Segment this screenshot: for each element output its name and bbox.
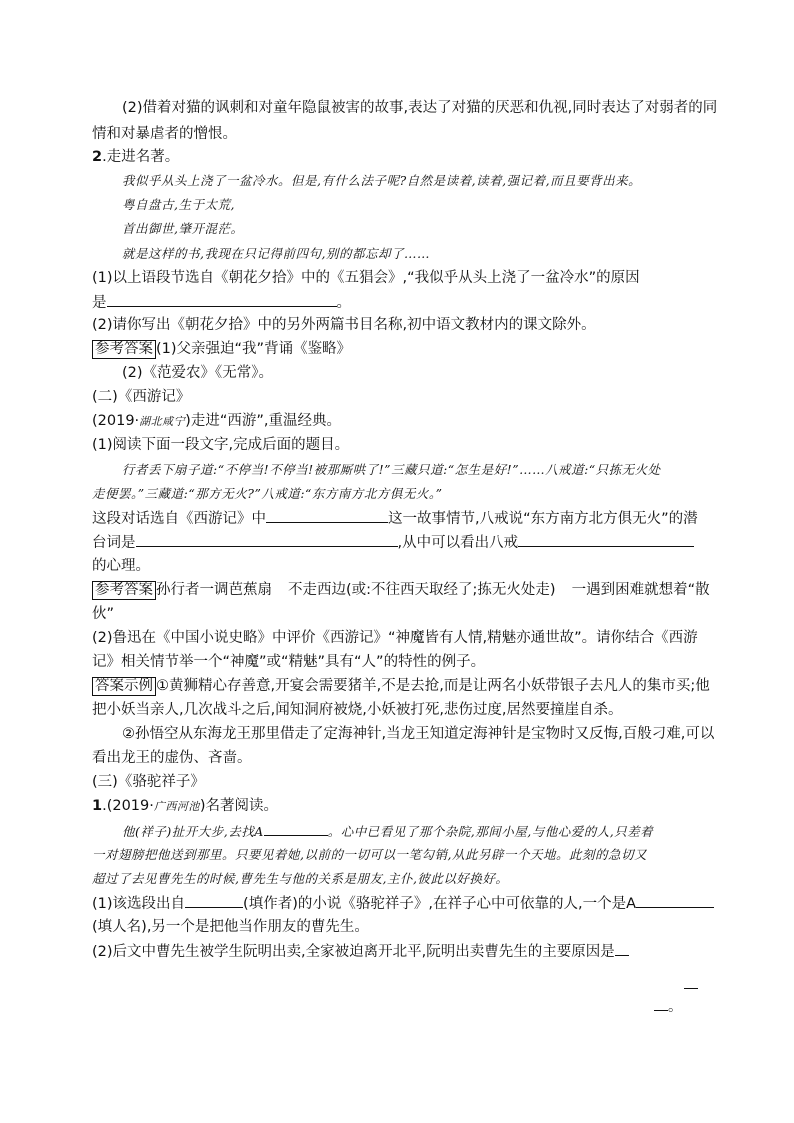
source-suffix: )名著阅读。 — [199, 798, 279, 814]
answer-blank — [518, 532, 694, 547]
question-2-heading — [92, 147, 179, 167]
reference-answer-label: 参考答案 — [92, 581, 156, 600]
xiyouji-question-2-line2: 记》相关情节举一个“神魔”或“精魅”具有“人”的特性的例子。 — [92, 654, 486, 670]
answer-blank-continued — [684, 974, 698, 989]
question-text: (填作者)的小说《骆驼祥子》,在祥子心中可依靠的人,一个是A — [243, 896, 636, 912]
luotuo-question-2 — [92, 941, 629, 962]
answer-blank — [636, 893, 714, 908]
passage-line: 超过了去见曹先生的时候,曹先生与他的关系是朋友,主仆,彼此以好换好。 — [92, 871, 509, 886]
passage-line: 我似乎从头上浇了一盆冷水。但是,有什么法子呢?自然是读着,读着,强记着,而且要背出来。 — [122, 173, 642, 188]
reference-answer-text: (1)父亲强迫“我”背诵《鉴略》 — [156, 341, 352, 357]
passage-text: 。心中已看见了那个杂院,那间小屋,与他心爱的人,只差着 — [327, 824, 654, 839]
xiyouji-fill-line1 — [92, 508, 698, 529]
question-2-1-line2 — [92, 292, 351, 313]
answer-blank — [654, 996, 668, 1011]
section-2-title: (二)《西游记》 — [92, 389, 191, 405]
fill-text: 这段对话选自《西游记》中 — [92, 511, 266, 527]
question-2-1-line1: (1)以上语段节选自《朝花夕拾》中的《五猖会》,“我似乎从头上浇了一盆冷水”的原因 — [92, 270, 640, 286]
answer-blank-end — [654, 996, 683, 1017]
question-2-2: (2)请你写出《朝花夕拾》中的另外两篇书目名称,初中语文教材内的课文除外。 — [92, 317, 596, 333]
passage-line: 一对翅膀把他送到那里。只要见着她,以前的一切可以一笔勾销,从此另辟一个天地。此刻的急切又 — [92, 847, 647, 862]
question-text: (2)后文中曹先生被学生阮明出卖,全家被迫离开北平,阮明出卖曹先生的主要原因是 — [92, 944, 615, 960]
sample-answer-line3: ②孙悟空从东海龙王那里借走了定海神针,当龙王知道定海神针是宝物时又反悔,百般刁难,可以 — [122, 726, 715, 742]
answer-blank — [264, 821, 328, 836]
sample-answer-label: 答案示例 — [92, 677, 156, 696]
sample-answer-line2: 把小妖当亲人,几次战斗之后,闻知洞府被烧,小妖被打死,悲伤过度,居然要撞崖自杀。 — [92, 702, 623, 718]
source-place: 广西河池 — [153, 800, 200, 813]
passage-line: 首出御世,肇开混茫。 — [122, 221, 244, 236]
answer-blank — [615, 941, 629, 956]
section-3-title: (三)《骆驼祥子》 — [92, 774, 205, 790]
xiyouji-question-1: (1)阅读下面一段文字,完成后面的题目。 — [92, 437, 350, 453]
sample-answer-text: ①黄狮精心存善意,开宴会需要猪羊,不是去抢,而是让两名小妖带银子去凡人的集市买;他 — [156, 678, 710, 694]
luotuo-source — [92, 796, 278, 817]
answer-q1-2-line2: 情和对暴虐者的憎恨。 — [92, 126, 237, 142]
fill-text: 台词是 — [92, 535, 136, 551]
question-title: .走进名著。 — [102, 149, 180, 165]
xiyouji-fill-line2 — [92, 532, 694, 553]
passage-line: 就是这样的书,我现在只记得前四句,别的都忘却了…… — [122, 246, 430, 261]
xiyouji-question-2-line1: (2)鲁迅在《中国小说史略》中评价《西游记》“神魔皆有人情,精魅亦通世故”。请你结合《西游 — [92, 630, 698, 646]
answer-blank — [185, 893, 243, 908]
source-prefix: .(2019· — [102, 798, 154, 814]
luotuo-question-1-line1 — [92, 893, 714, 914]
answer-q1-2-line1: (2)借着对猫的讽刺和对童年隐鼠被害的故事,表达了对猫的厌恶和仇视,同时表达了对弱者的同 — [122, 100, 718, 116]
fill-text: 这一故事情节,八戒说“东方南方北方俱无火”的潜 — [388, 511, 698, 527]
luotuo-question-1-line2: (填人名),另一个是把他当作朋友的曹先生。 — [92, 919, 369, 935]
passage-text: 他(祥子)扯开大步,去找A — [122, 824, 264, 839]
answer-blank — [136, 532, 398, 547]
reference-answer-2 — [92, 580, 710, 600]
source-prefix: (2019· — [92, 413, 140, 429]
answer-part: 不走西边(或:不往西天取经了;拣无火处走) — [288, 582, 556, 598]
question-text: 是 — [92, 295, 107, 311]
xiyouji-source — [92, 411, 341, 432]
xiyouji-fill-line3: 的心理。 — [92, 558, 150, 574]
reference-answer-2-line2: 伙” — [92, 606, 115, 622]
question-number: 2 — [92, 149, 103, 165]
passage-line: 行者丢下扇子道:“不停当!不停当!被那厮哄了!”三藏只道:“怎生是好!”……八戒道:“只拣无火处 — [122, 462, 661, 477]
answer-blank — [266, 508, 388, 523]
answer-blank — [107, 292, 337, 307]
answer-end-mark: 。 — [668, 999, 683, 1015]
question-text: (1)该选段出自 — [92, 896, 186, 912]
passage-line — [122, 821, 653, 842]
answer-part: 孙行者一调芭蕉扇 — [156, 582, 272, 598]
reference-answer-label: 参考答案 — [92, 340, 156, 359]
reference-answer-1 — [92, 339, 351, 359]
passage-line: 粤自盘古,生于太荒, — [122, 197, 235, 212]
answer-part: 一遇到困难就想着“散 — [571, 582, 710, 598]
question-number: 1 — [92, 798, 103, 814]
reference-answer-1-line2: (2)《范爱农》《无常》。 — [122, 365, 274, 381]
source-place: 湖北咸宁 — [139, 415, 186, 428]
sample-answer-line4: 看出龙王的虚伪、吝啬。 — [92, 750, 252, 766]
fill-text: ,从中可以看出八戒 — [397, 535, 519, 551]
sample-answer — [92, 676, 710, 696]
passage-line: 走便罢。”三藏道:“那方无火?”八戒道:“东方南方北方俱无火。” — [92, 486, 443, 501]
source-suffix: )走进“西游”,重温经典。 — [185, 413, 341, 429]
question-text-end: 。 — [336, 295, 351, 311]
